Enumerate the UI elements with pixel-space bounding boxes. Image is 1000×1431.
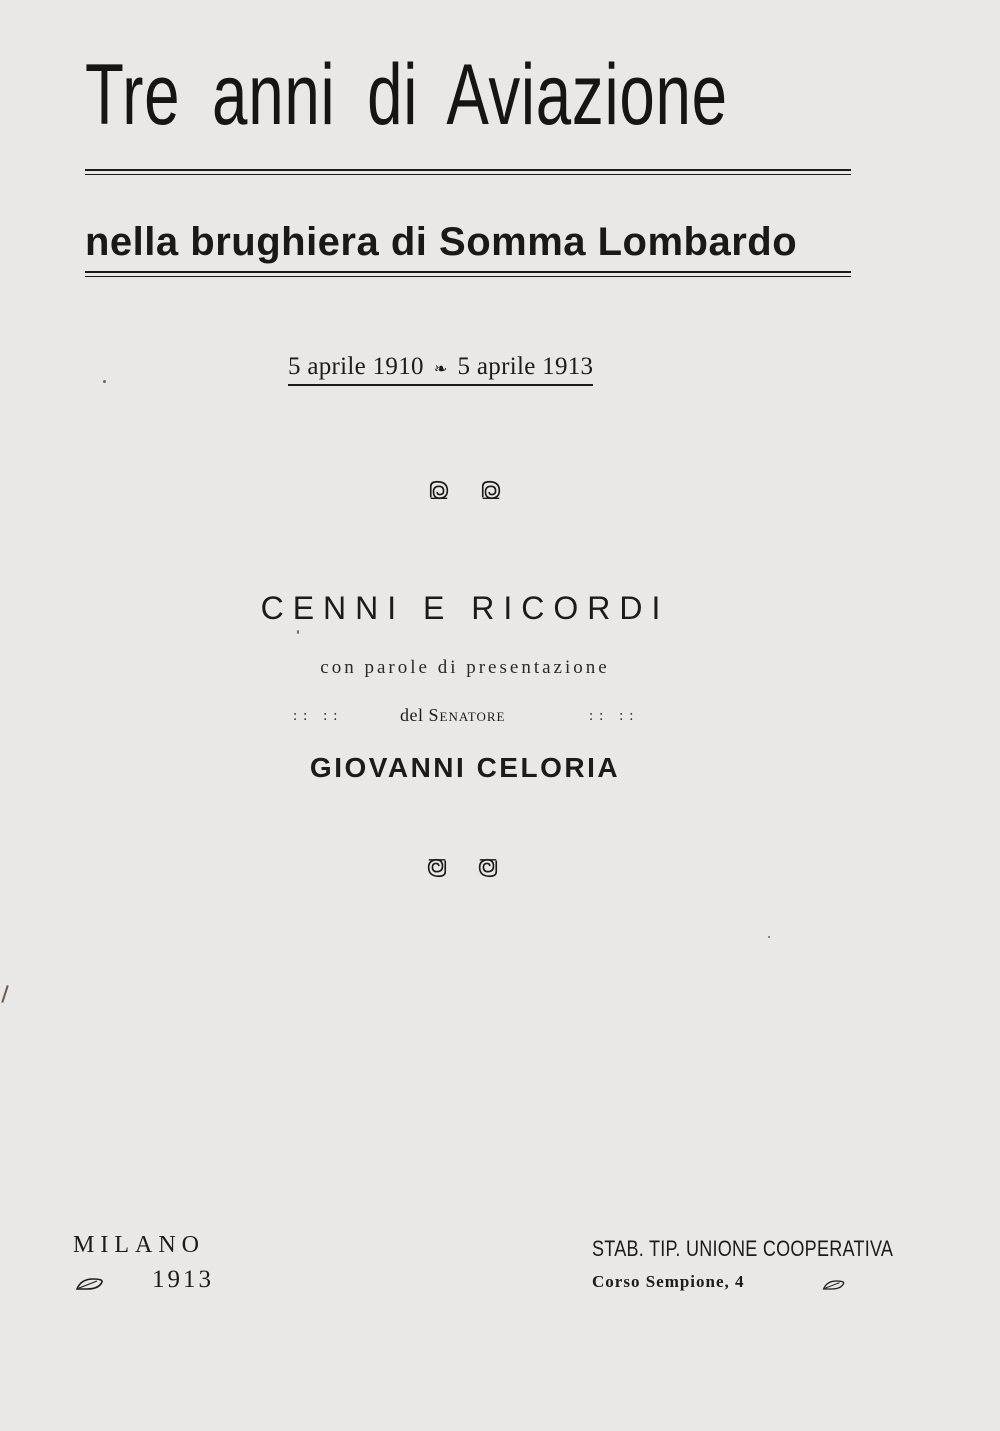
leaf-ornament-icon — [75, 1277, 105, 1291]
subtitle-rule — [85, 271, 851, 277]
section-title: CENNI E RICORDI — [260, 590, 670, 626]
presentation-line: con parole di presentazione — [320, 657, 610, 678]
book-title: Tre anni di Aviazione — [85, 47, 728, 143]
paper-mark — [1, 985, 8, 1003]
paper-speck — [103, 380, 106, 383]
date-separator-icon: ❧ — [433, 361, 448, 378]
date-range — [288, 353, 593, 386]
book-subtitle: nella brughiera di Somma Lombardo — [85, 220, 798, 264]
left-colons: :: :: — [293, 708, 344, 724]
end-date: 5 aprile 1913 — [457, 353, 594, 380]
senator-title: Senatore — [428, 705, 506, 725]
title-rule — [85, 169, 851, 175]
imprint-city: MILANO — [73, 1232, 205, 1258]
spiral-ornament-icon — [477, 857, 499, 879]
spiral-ornament-icon — [480, 479, 502, 501]
spiral-ornament-icon — [426, 857, 448, 879]
imprint-printer: STAB. TIP. UNIONE COOPERATIVA — [592, 1236, 894, 1261]
right-colons: :: :: — [589, 708, 640, 724]
author-name: GIOVANNI CELORIA — [309, 752, 621, 783]
paper-speck — [297, 630, 299, 634]
leaf-ornament-icon — [822, 1279, 846, 1291]
start-date: 5 aprile 1910 — [288, 353, 424, 380]
spiral-ornament-icon — [428, 479, 450, 501]
imprint-address: Corso Sempione, 4 — [592, 1272, 745, 1291]
imprint-year: 1913 — [152, 1266, 214, 1293]
paper-speck — [768, 936, 770, 938]
senator-line — [400, 705, 506, 726]
senator-prefix: del — [400, 705, 424, 725]
